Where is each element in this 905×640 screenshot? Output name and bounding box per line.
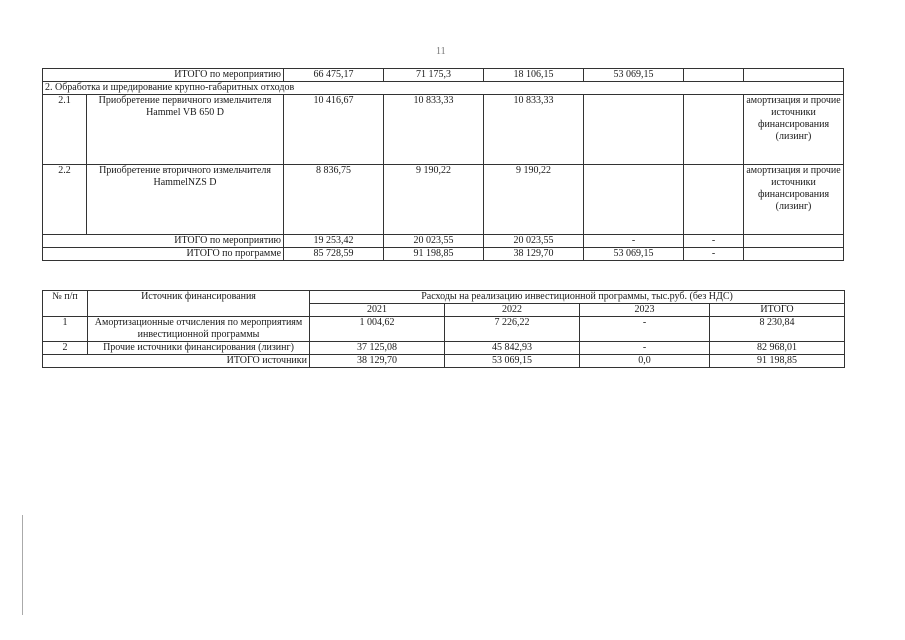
table-row xyxy=(43,95,844,165)
section-title: 2. Обработка и шредирование крупно-габаритных отходов xyxy=(43,82,844,95)
total-label: ИТОГО по мероприятию xyxy=(43,235,284,248)
row-value: 9 190,22 xyxy=(384,165,484,235)
total-value: 91 198,85 xyxy=(384,248,484,261)
margin-line xyxy=(22,515,23,615)
row-value xyxy=(684,95,744,165)
total-value: 38 129,70 xyxy=(484,248,584,261)
total-label: ИТОГО по программе xyxy=(43,248,284,261)
header-year: 2021 xyxy=(310,304,445,317)
total-value: 0,0 xyxy=(580,355,710,368)
total-value: 53 069,15 xyxy=(445,355,580,368)
total-value: 20 023,55 xyxy=(384,235,484,248)
row-num: 2.1 xyxy=(43,95,87,165)
financing-sources-table xyxy=(42,290,845,368)
header-year: 2023 xyxy=(580,304,710,317)
row-value: 1 004,62 xyxy=(310,317,445,342)
row-value: 37 125,08 xyxy=(310,342,445,355)
total-value: - xyxy=(584,235,684,248)
investment-activities-table xyxy=(42,68,844,261)
row-value: 82 968,01 xyxy=(710,342,845,355)
header-expenses: Расходы на реализацию инвестиционной программы, тыс.руб. (без НДС) xyxy=(310,291,845,304)
row-value: 8 230,84 xyxy=(710,317,845,342)
total-value: 19 253,42 xyxy=(284,235,384,248)
row-name: Приобретение вторичного измельчителя HammelNZS D xyxy=(87,165,284,235)
table-header-row xyxy=(43,291,845,304)
row-source: Амортизационные отчисления по мероприятиям инвестиционной программы xyxy=(88,317,310,342)
financing-source: амортизация и прочие источники финансирования (лизинг) xyxy=(744,165,844,235)
total-label: ИТОГО по мероприятию xyxy=(43,69,284,82)
section-row xyxy=(43,82,844,95)
row-value: 8 836,75 xyxy=(284,165,384,235)
total-row xyxy=(43,69,844,82)
row-value: 10 833,33 xyxy=(384,95,484,165)
total-value: 20 023,55 xyxy=(484,235,584,248)
row-num: 2.2 xyxy=(43,165,87,235)
total-value: 38 129,70 xyxy=(310,355,445,368)
header-source: Источник финансирования xyxy=(88,291,310,317)
total-value xyxy=(744,235,844,248)
table-row xyxy=(43,342,845,355)
row-value: 10 416,67 xyxy=(284,95,384,165)
row-value xyxy=(684,165,744,235)
header-num: № п/п xyxy=(43,291,88,317)
row-value: 45 842,93 xyxy=(445,342,580,355)
total-row xyxy=(43,355,845,368)
row-value: 9 190,22 xyxy=(484,165,584,235)
total-value xyxy=(744,69,844,82)
row-name: Приобретение первичного измельчителя Hammel VB 650 D xyxy=(87,95,284,165)
total-label: ИТОГО источники xyxy=(43,355,310,368)
page-number: 11 xyxy=(436,46,446,57)
row-value xyxy=(584,165,684,235)
row-num: 1 xyxy=(43,317,88,342)
total-value: 66 475,17 xyxy=(284,69,384,82)
total-value: 71 175,3 xyxy=(384,69,484,82)
total-value: 53 069,15 xyxy=(584,248,684,261)
row-value: - xyxy=(580,342,710,355)
financing-source: амортизация и прочие источники финансирования (лизинг) xyxy=(744,95,844,165)
row-source: Прочие источники финансирования (лизинг) xyxy=(88,342,310,355)
row-value xyxy=(584,95,684,165)
total-value: - xyxy=(684,235,744,248)
row-value: 7 226,22 xyxy=(445,317,580,342)
total-value: 18 106,15 xyxy=(484,69,584,82)
header-year: 2022 xyxy=(445,304,580,317)
total-value xyxy=(684,69,744,82)
total-value xyxy=(744,248,844,261)
total-row xyxy=(43,235,844,248)
total-value: - xyxy=(684,248,744,261)
table-row xyxy=(43,317,845,342)
total-value: 85 728,59 xyxy=(284,248,384,261)
row-value: 10 833,33 xyxy=(484,95,584,165)
row-value: - xyxy=(580,317,710,342)
total-value: 91 198,85 xyxy=(710,355,845,368)
total-row xyxy=(43,248,844,261)
row-num: 2 xyxy=(43,342,88,355)
table-row xyxy=(43,165,844,235)
total-value: 53 069,15 xyxy=(584,69,684,82)
header-total: ИТОГО xyxy=(710,304,845,317)
